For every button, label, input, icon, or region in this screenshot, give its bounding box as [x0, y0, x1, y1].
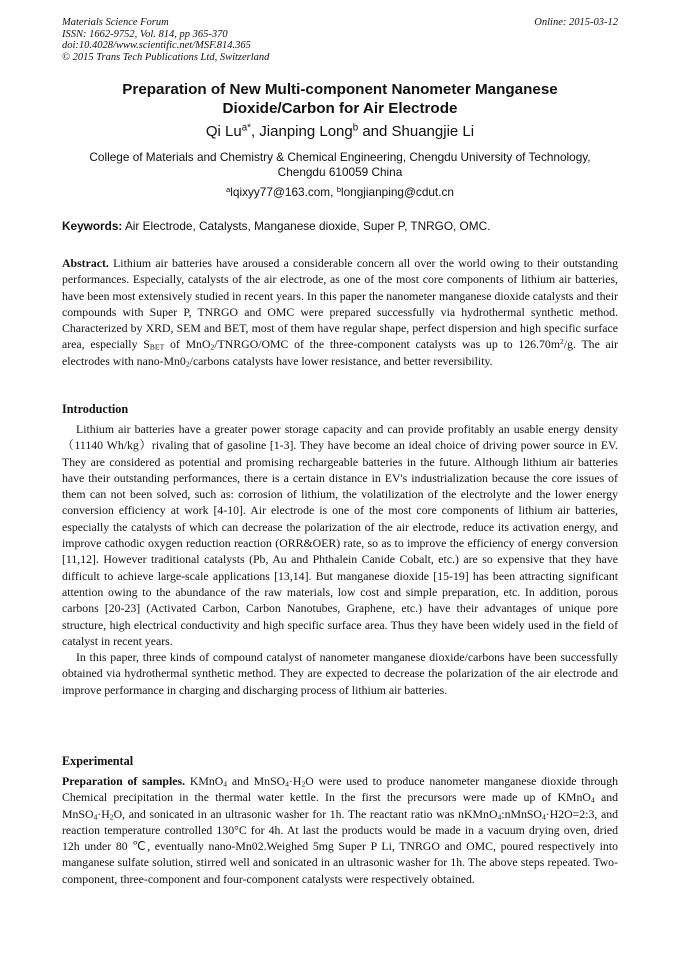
keywords-text: Air Electrode, Catalysts, Manganese dioxide, Super P, TNRGO, OMC. [122, 219, 491, 233]
abstract-text: of MnO [164, 337, 211, 352]
exp-text: KMnO [185, 774, 224, 788]
exp-sub: 4 [590, 795, 595, 805]
experimental-heading: Experimental [62, 754, 134, 768]
exp-sub: 4 [497, 812, 502, 822]
exp-sub: 4 [541, 812, 546, 822]
email-a-mark: a [226, 184, 231, 194]
exp-text: ·H [97, 806, 110, 821]
abstract-sub: BET [149, 343, 165, 353]
author-2: , Jianping Long [250, 123, 353, 140]
experimental-body [62, 773, 618, 887]
abstract-text: /carbons catalysts have lower resistance, and better reversibility. [189, 353, 493, 368]
abstract-sub: 2 [185, 359, 190, 369]
journal-header [62, 17, 618, 63]
journal-name: Materials Science Forum [62, 17, 169, 28]
exp-text: ·H [288, 774, 302, 788]
title-line-1: Preparation of New Multi-component Nanometer Manganese [122, 81, 558, 98]
preparation-label: Preparation of samples. [62, 774, 186, 788]
abstract-label: Abstract. [62, 256, 109, 270]
exp-text: and MnSO [62, 790, 618, 821]
doi-line: doi:10.4028/www.scientific.net/MSF.814.365 [62, 40, 251, 51]
email-a[interactable]: lqixyy77@163.com, [230, 185, 334, 199]
keywords [62, 219, 618, 234]
title-line-2: Dioxide/Carbon for Air Electrode [222, 100, 458, 117]
exp-text: ·H2O=2:3, and reaction temperature controlled 130°C for 4h. At last the products would be made in a vacuum drying oven, dried 12h under 80 ℃, eventually nano-Mn02.Weighed 5mg Super P Li, TNRGO and OMC, poured respectively into manganese sulfate solution, stirred well and sonicated in an ultrasonic washer for 1h. The above steps repeated. Two-component, three-component and four-component catalysts were respectively obtained. [62, 806, 618, 886]
exp-text: O were used to produce nanometer manganese dioxide through Chemical precipitation in the thermal water kettle. In the first the precursors were made up of KMnO [62, 774, 618, 805]
email-b[interactable]: longjianping@cdut.cn [340, 185, 454, 199]
abstract-text: /TNRGO/OMC of the three-component catalysts was up to 126.70m [214, 337, 560, 352]
exp-sub: 4 [223, 779, 228, 789]
abstract-text: Lithium air batteries have aroused a considerable concern all over the world owing to their outstanding performances. Especially, catalysts of the air electrode, as one of the most core components of lithium air batteries, have been most extensively studied in recent years. In this paper the nanometer manganese dioxide catalysts and their compounds with Super P, TNRGO and OMC were prepared successfully via hydrothermal synthetic method. Characterized by XRD, SEM and BET, most of them have regular shape, perfect dispersion and high specific surface area, especially S [62, 256, 618, 352]
exp-sub: 4 [93, 812, 98, 822]
exp-sub: 2 [109, 812, 114, 822]
issn-line: ISSN: 1662-9752, Vol. 814, pp 365-370 [62, 28, 228, 40]
exp-text: :nMnSO [501, 806, 542, 821]
paper-title [62, 80, 618, 118]
abstract-sup: 2 [560, 337, 564, 347]
abstract-sub: 2 [210, 343, 215, 353]
exp-text: O, and sonicated in an ultrasonic washer for 1h. The reactant ratio was nKMnO [113, 806, 498, 821]
author-2-mark: b [352, 122, 359, 134]
exp-sub: 4 [285, 779, 289, 789]
author-3: and Shuangjie Li [358, 123, 475, 140]
keywords-label: Keywords: [62, 219, 123, 233]
exp-text: and MnSO [227, 774, 286, 788]
copyright-line: © 2015 Trans Tech Publications Ltd, Switzerland [62, 51, 270, 63]
affiliation-line-2: Chengdu 610059 China [277, 165, 403, 179]
email-b-mark: b [336, 184, 341, 194]
affiliation-line-1: College of Materials and Chemistry & Chemical Engineering, Chengdu University of Technology, [89, 150, 591, 164]
affiliation [62, 150, 618, 180]
introduction-paragraph-1: Lithium air batteries have a greater power storage capacity and can provide profitably an usable energy density（11140 Wh/kg）rivaling that of gasoline [1-3]. They have become an ideal choice of driving power source in EV. They are considered as potential and promising rechargeable batteries in the future. Although lithium air batteries have their outstanding performances, there is a certain distance in EV's industrialization because the core issues of them can not been solved, such as: corrosion of lithium, the volatilization of the electrolyte and the lower energy conversion efficiency at work [4-10]. Air electrode is one of the most core components of lithium air batteries, especially the catalysts of which can decrease the polarization of the air electrode, reduce its activation energy, and improve cathodic oxygen reduction reaction (ORR&OER) rate, so as to improve the efficiency of energy conversion [11,12]. However traditional catalysts (Pb, Au and Phthalein Canide Cobalt, etc.) are so expensive that they have difficult to achieve large-scale applications [13,14]. But manganese dioxide [15-19] has been attracting significant attention owing to the abundance of the raw materials, low cost and simple preparation, etc. In addition, porous carbons [20-23] (Activated Carbon, Carbon Nanotubes, Graphene, etc.) have their advantages of unique pore structure, high electrical conductivity and high specific surface area. Thus they have been widely used in the field of catalyst in recent years. [62, 422, 618, 648]
author-1-mark: a* [241, 122, 251, 134]
author-1: Qi Lu [205, 123, 242, 140]
author-list [62, 123, 618, 141]
abstract [62, 255, 618, 369]
author-emails [62, 185, 618, 200]
introduction-body [62, 421, 618, 698]
introduction-heading: Introduction [62, 402, 129, 416]
exp-sub: 2 [301, 779, 306, 789]
online-date: Online: 2015-03-12 [534, 17, 618, 28]
abstract-text: /g. The air electrodes with nano-Mn0 [62, 337, 618, 368]
introduction-paragraph-2: In this paper, three kinds of compound catalyst of nanometer manganese dioxide/carbons have been successfully obtained via hydrothermal synthetic method. They are expected to decrease the polarization of the air electrode and improve performance in charging and discharging process of lithium air batteries. [62, 650, 618, 697]
